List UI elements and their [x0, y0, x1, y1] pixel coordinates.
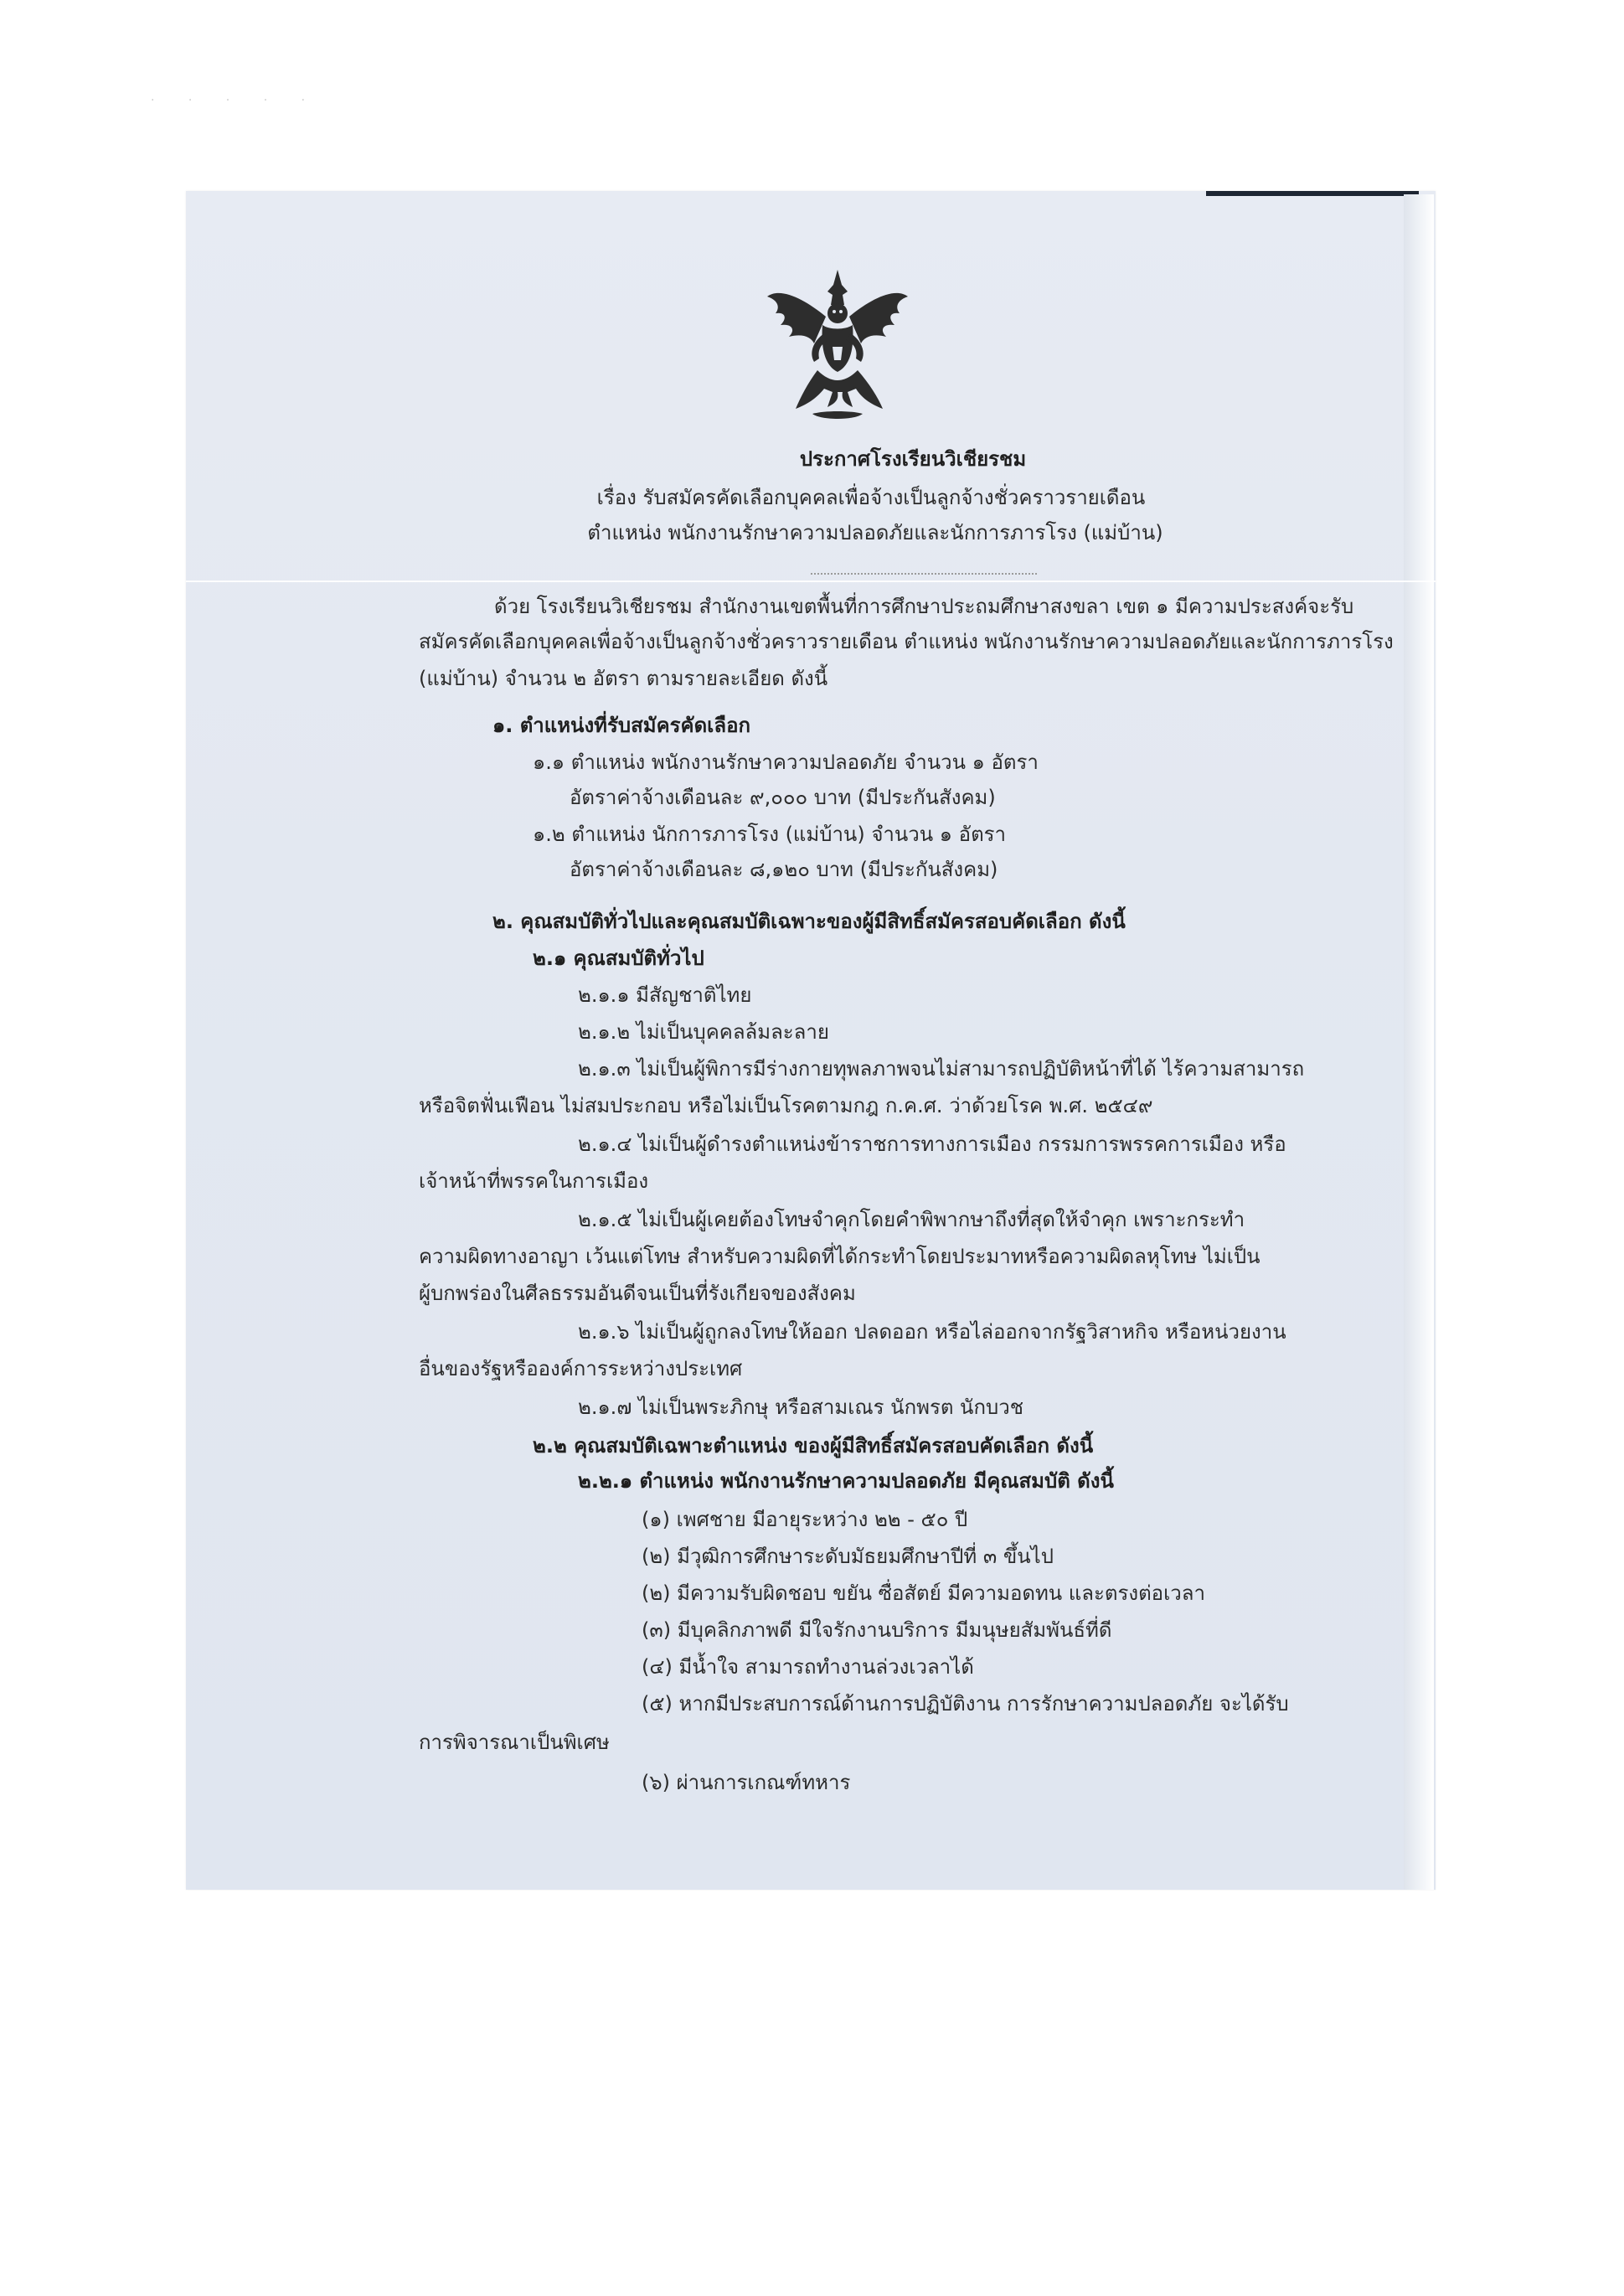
qualification-2-1-4-cont: เจ้าหน้าที่พรรคในการเมือง [419, 1169, 649, 1193]
qualification-2-1-5-cont: ความผิดทางอาญา เว้นแต่โทษ สำหรับความผิดที่ได้กระทำโดยประมาทหรือความผิดลหุโทษ ไม่เป็น [419, 1245, 1261, 1268]
qualification-2-1-2: ๒.๑.๒ ไม่เป็นบุคคลล้มละลาย [578, 1020, 829, 1044]
qualification-2-1-5-cont-2: ผู้บกพร่องในศีลธรรมอันดีจนเป็นที่รังเกียจของสังคม [419, 1282, 856, 1305]
section-2-heading: ๒. คุณสมบัติทั่วไปและคุณสมบัติเฉพาะของผู้มีสิทธิ์สมัครสอบคัดเลือก ดังนี้ [492, 910, 1126, 933]
intro-line-2: สมัครคัดเลือกบุคคลเพื่อจ้างเป็นลูกจ้างชั่วคราวรายเดือน ตำแหน่ง พนักงานรักษาความปลอดภัยและนักการภารโรง [419, 630, 1394, 653]
scan-artifact-line [186, 580, 1436, 582]
section-2-2-heading: ๒.๒ คุณสมบัติเฉพาะตำแหน่ง ของผู้มีสิทธิ์สมัครสอบคัดเลือก ดังนี้ [533, 1434, 1094, 1458]
scan-specks: · · · · · [151, 94, 321, 107]
qualification-2-1-5: ๒.๑.๕ ไม่เป็นผู้เคยต้องโทษจำคุกโดยคำพิพากษาถึงที่สุดให้จำคุก เพราะกระทำ [578, 1208, 1245, 1231]
garuda-emblem-icon [762, 266, 913, 426]
qualification-2-1-1: ๒.๑.๑ มีสัญชาติไทย [578, 983, 752, 1007]
qualification-2-1-4: ๒.๑.๔ ไม่เป็นผู้ดำรงตำแหน่งข้าราชการทางการเมือง กรรมการพรรคการเมือง หรือ [578, 1133, 1286, 1156]
section-1-item-1-wage: อัตราค่าจ้างเดือนละ ๙,๐๐๐ บาท (มีประกันสังคม) [570, 786, 996, 809]
section-1-item-2-wage: อัตราค่าจ้างเดือนละ ๘,๑๒๐ บาท (มีประกันสังคม) [570, 858, 998, 881]
section-2-2-1-heading: ๒.๒.๑ ตำแหน่ง พนักงานรักษาความปลอดภัย มีคุณสมบัติ ดังนี้ [578, 1469, 1114, 1493]
section-1-item-1: ๑.๑ ตำแหน่ง พนักงานรักษาความปลอดภัย จำนวน ๑ อัตรา [533, 751, 1039, 774]
specific-qualification-5: (๔) มีน้ำใจ สามารถทำงานล่วงเวลาได้ [642, 1655, 974, 1679]
intro-line-1: ด้วย โรงเรียนวิเชียรชม สำนักงานเขตพื้นที่การศึกษาประถมศึกษาสงขลา เขต ๑ มีความประสงค์จะรับ [494, 595, 1354, 618]
section-2-1-heading: ๒.๑ คุณสมบัติทั่วไป [533, 947, 704, 970]
section-1-item-2: ๑.๒ ตำแหน่ง นักการภารโรง (แม่บ้าน) จำนวน ๑ อัตรา [533, 823, 1007, 846]
specific-qualification-2: (๒) มีวุฒิการศึกษาระดับมัธยมศึกษาปีที่ ๓ ขึ้นไป [642, 1545, 1054, 1568]
qualification-2-1-6-cont: อื่นของรัฐหรือองค์การระหว่างประเทศ [419, 1357, 743, 1380]
qualification-2-1-7: ๒.๑.๗ ไม่เป็นพระภิกษุ หรือสามเณร นักพรต นักบวช [578, 1396, 1023, 1419]
specific-qualification-6-cont: การพิจารณาเป็นพิเศษ [419, 1731, 610, 1754]
scan-right-edge [1404, 194, 1434, 1890]
specific-qualification-7: (๖) ผ่านการเกณฑ์ทหาร [642, 1771, 851, 1794]
specific-qualification-6: (๕) หากมีประสบการณ์ด้านการปฏิบัติงาน การรักษาความปลอดภัย จะได้รับ [642, 1692, 1289, 1716]
header-separator [811, 573, 1037, 575]
qualification-2-1-3-cont: หรือจิตฟั่นเฟือน ไม่สมประกอบ หรือไม่เป็นโรคตามกฎ ก.ค.ศ. ว่าด้วยโรค พ.ศ. ๒๕๔๙ [419, 1094, 1153, 1117]
specific-qualification-1: (๑) เพศชาย มีอายุระหว่าง ๒๒ - ๕๐ ปี [642, 1508, 968, 1531]
qualification-2-1-3: ๒.๑.๓ ไม่เป็นผู้พิการมีร่างกายทุพลภาพจนไม่สามารถปฏิบัติหน้าที่ได้ ไร้ความสามารถ [578, 1057, 1305, 1081]
qualification-2-1-6: ๒.๑.๖ ไม่เป็นผู้ถูกลงโทษให้ออก ปลดออก หรือไล่ออกจากรัฐวิสาหกิจ หรือหน่วยงาน [578, 1320, 1286, 1344]
document-subject: เรื่อง รับสมัครคัดเลือกบุคคลเพื่อจ้างเป็นลูกจ้างชั่วคราวรายเดือน [596, 486, 1146, 509]
specific-qualification-4: (๓) มีบุคลิกภาพดี มีใจรักงานบริการ มีมนุษยสัมพันธ์ที่ดี [642, 1618, 1112, 1642]
section-1-heading: ๑. ตำแหน่งที่รับสมัครคัดเลือก [492, 714, 751, 737]
specific-qualification-3: (๒) มีความรับผิดชอบ ขยัน ซื่อสัตย์ มีความอดทน และตรงต่อเวลา [642, 1581, 1205, 1605]
intro-line-3: (แม่บ้าน) จำนวน ๒ อัตรา ตามรายละเอียด ดังนี้ [419, 667, 828, 690]
document-title: ประกาศโรงเรียนวิเชียรชม [799, 447, 1027, 471]
document-position-line: ตำแหน่ง พนักงานรักษาความปลอดภัยและนักการภารโรง (แม่บ้าน) [587, 521, 1163, 544]
scan-edge-bar [1206, 191, 1419, 196]
